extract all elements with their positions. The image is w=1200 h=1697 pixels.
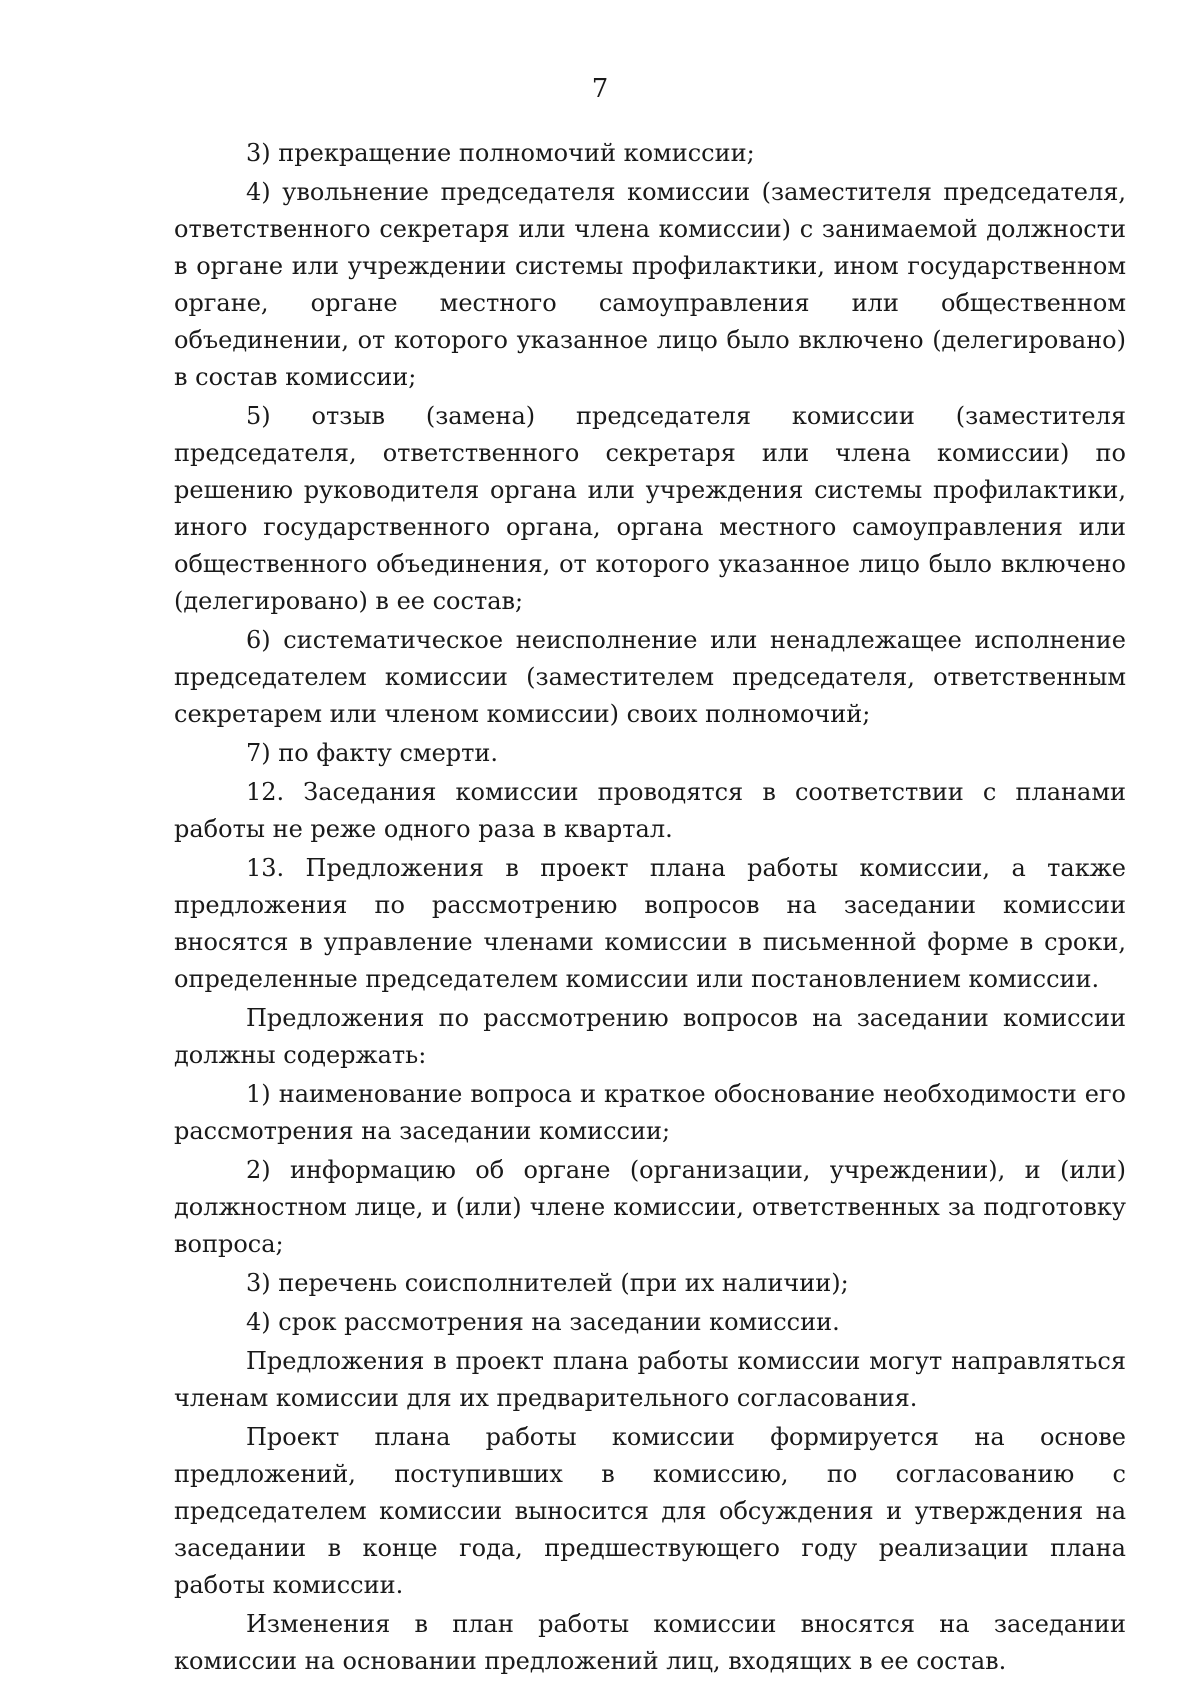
paragraph-item-7: 7) по факту смерти. [246,739,499,767]
paragraph-proposals-approval: Предложения в проект плана работы комиссии могут направляться членам комиссии для их предварительного согласования. [174,1347,1126,1412]
paragraph-item-5: 5) отзыв (замена) председателя комиссии (заместителя председателя, ответственного секретаря или члена комиссии) по решению руководителя органа или учреждения системы профилактики, иного государственного органа, органа местного самоуправления или общественного объединения, от которого указанное лицо было включено (делегировано) в ее состав; [174,402,1126,615]
paragraph-clause-13: 13. Предложения в проект плана работы комиссии, а также предложения по рассмотрению вопросов на заседании комиссии вносятся в управление членами комиссии в письменной форме в сроки, определенные председателем комиссии или постановлением комиссии. [174,854,1126,993]
paragraph-item-3: 3) прекращение полномочий комиссии; [246,139,755,167]
paragraph-proposals-intro: Предложения по рассмотрению вопросов на заседании комиссии должны содержать: [174,1004,1126,1069]
paragraph-proposal-item-1: 1) наименование вопроса и краткое обоснование необходимости его рассмотрения на заседании комиссии; [174,1080,1126,1145]
document-body [174,135,1126,1680]
page-number: 7 [591,74,609,104]
paragraph-clause-12: 12. Заседания комиссии проводятся в соответствии с планами работы не реже одного раза в квартал. [174,778,1126,843]
paragraph-plan-formation: Проект плана работы комиссии формируется на основе предложений, поступивших в комиссию, по согласованию с председателем комиссии выносится для обсуждения и утверждения на заседании в конце года, предшествующего году реализации плана работы комиссии. [174,1423,1126,1599]
paragraph-proposal-item-3: 3) перечень соисполнителей (при их наличии); [246,1269,849,1297]
paragraph-proposal-item-2: 2) информацию об органе (организации, учреждении), и (или) должностном лице, и (или) члене комиссии, ответственных за подготовку вопроса; [174,1156,1126,1258]
paragraph-proposal-item-4: 4) срок рассмотрения на заседании комиссии. [246,1308,840,1336]
paragraph-item-6: 6) систематическое неисполнение или ненадлежащее исполнение председателем комиссии (заместителем председателя, ответственным секретарем или членом комиссии) своих полномочий; [174,626,1126,728]
paragraph-item-4: 4) увольнение председателя комиссии (заместителя председателя, ответственного секретаря или члена комиссии) с занимаемой должности в органе или учреждении системы профилактики, ином государственном органе, органе местного самоуправления или общественном объединении, от которого указанное лицо было включено (делегировано) в состав комиссии; [174,178,1126,391]
paragraph-plan-changes: Изменения в план работы комиссии вносятся на заседании комиссии на основании предложений лиц, входящих в ее состав. [174,1610,1126,1675]
